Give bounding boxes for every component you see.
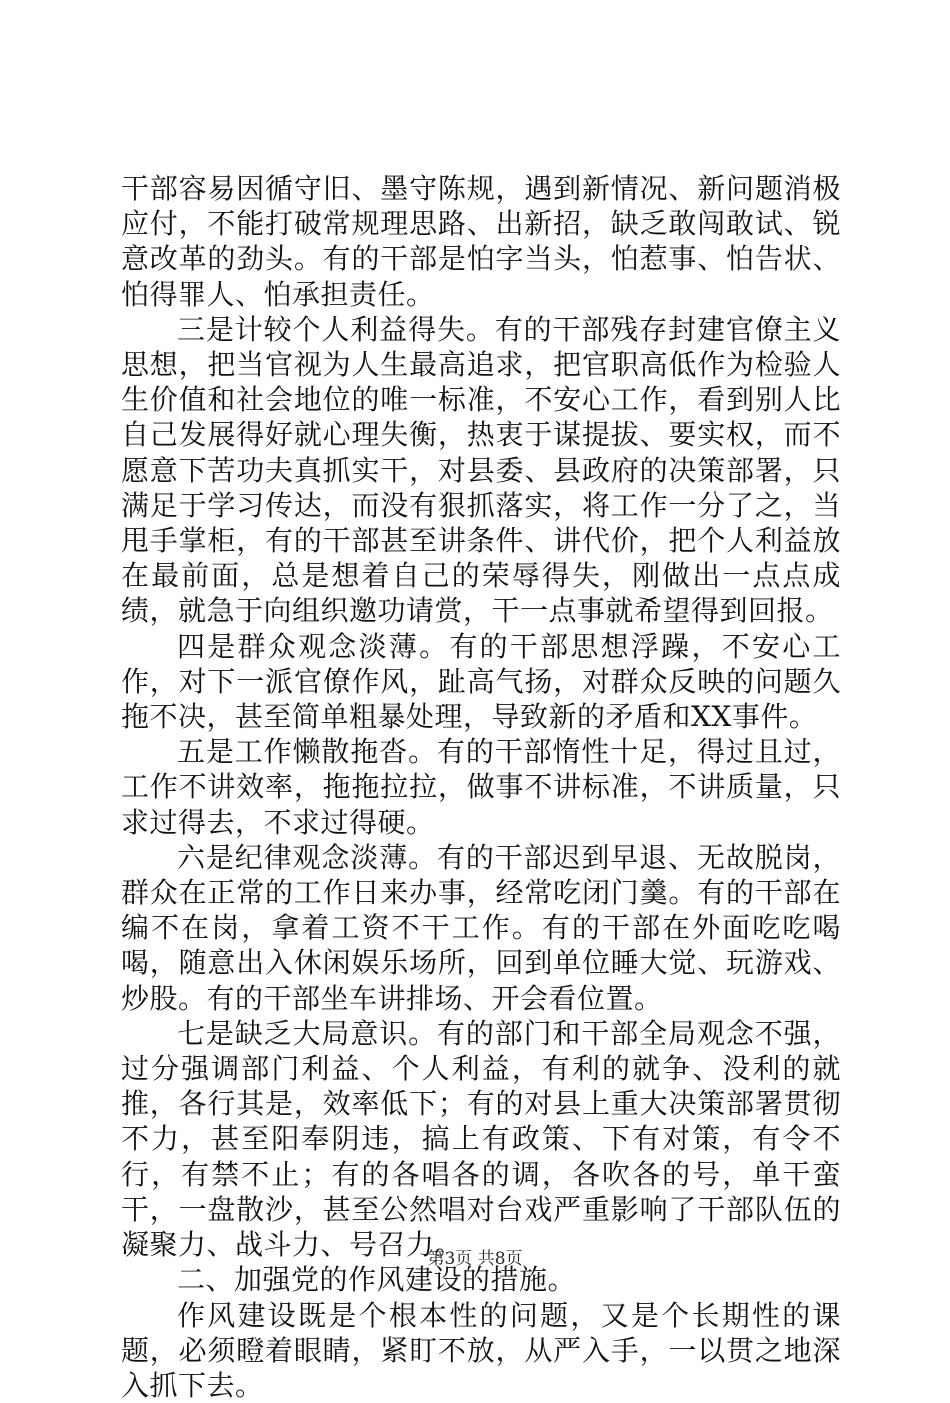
section-heading-measures: 二、加强党的作风建设的措施。: [121, 1262, 841, 1297]
paragraph-point-six: 六是纪律观念淡薄。有的干部迟到早退、无故脱岗，群众在正常的工作日来办事，经常吃闭门羹。有的干部在编不在岗，拿着工资不干工作。有的干部在外面吃吃喝喝，随意出入休闲娱乐场所，回到单位睡大觉、玩游戏、炒股。有的干部坐车讲排场、开会看位置。: [121, 840, 841, 1016]
paragraph-point-three: 三是计较个人利益得失。有的干部残存封建官僚主义思想，把当官视为人生最高追求，把官职高低作为检验人生价值和社会地位的唯一标准，不安心工作，看到别人比自己发展得好就心理失衡，热衷于谋提拔、要实权，而不愿意下苦功夫真抓实干，对县委、县政府的决策部署，只满足于学习传达，而没有狠抓落实，将工作一分了之，当甩手掌柜，有的干部甚至讲条件、讲代价，把个人利益放在最前面，总是想着自己的荣辱得失，刚做出一点点成绩，就急于向组织邀功请赏，干一点事就希望得到回报。: [121, 312, 841, 629]
paragraph-continued: 干部容易因循守旧、墨守陈规，遇到新情况、新问题消极应付，不能打破常规理思路、出新招，缺乏敢闯敢试、锐意改革的劲头。有的干部是怕字当头，怕惹事、怕告状、怕得罪人、怕承担责任。: [121, 171, 841, 312]
page-number-footer: 第3页 共8页: [0, 1244, 950, 1269]
paragraph-measures-intro: 作风建设既是个根本性的问题，又是个长期性的课题，必须瞪着眼睛，紧盯不放，从严入手，一以贯之地深入抓下去。: [121, 1298, 841, 1403]
document-body: [121, 171, 841, 1403]
paragraph-point-five: 五是工作懒散拖沓。有的干部惰性十足，得过且过，工作不讲效率，拖拖拉拉，做事不讲标准，不讲质量，只求过得去，不求过得硬。: [121, 734, 841, 840]
paragraph-point-seven: 七是缺乏大局意识。有的部门和干部全局观念不强，过分强调部门利益、个人利益，有利的就争、没利的就推，各行其是，效率低下；有的对县上重大决策部署贯彻不力，甚至阳奉阴违，搞上有政策、下有对策，有令不行，有禁不止；有的各唱各的调，各吹各的号，单干蛮干，一盘散沙，甚至公然唱对台戏严重影响了干部队伍的凝聚力、战斗力、号召力。: [121, 1016, 841, 1262]
paragraph-point-four: 四是群众观念淡薄。有的干部思想浮躁，不安心工作，对下一派官僚作风，趾高气扬，对群众反映的问题久拖不决，甚至简单粗暴处理，导致新的矛盾和XX事件。: [121, 629, 841, 735]
